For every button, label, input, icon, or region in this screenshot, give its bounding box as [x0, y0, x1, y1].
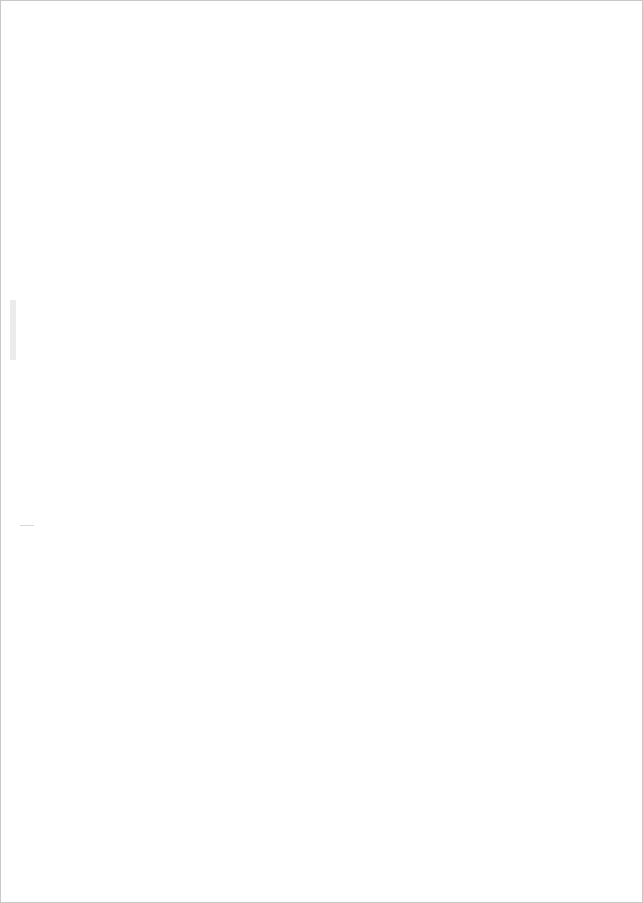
- page-number: [597, 432, 617, 468]
